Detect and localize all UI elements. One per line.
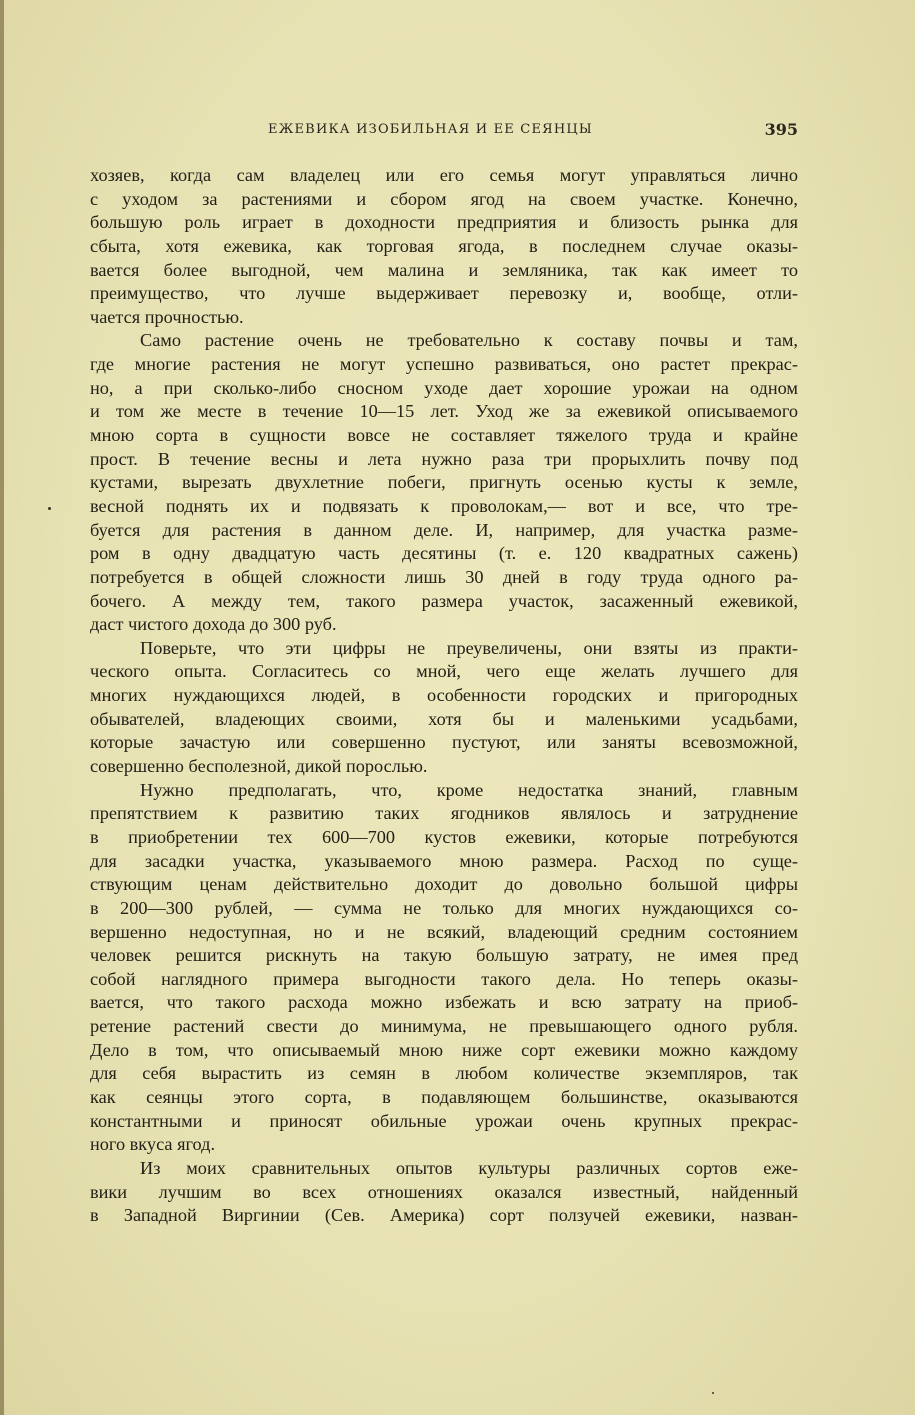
text-line: ретение растений свести до минимума, не превышающего одного рубля. — [90, 1016, 798, 1037]
text-line: преимущество, что лучше выдерживает перевозку и, вообще, отли- — [90, 283, 798, 304]
print-speck — [48, 507, 51, 510]
text-line: Само растение очень не требовательно к составу почвы и там, — [140, 330, 798, 351]
text-line: вается, что такого расхода можно избежать и всю затрату на приоб- — [90, 992, 798, 1013]
text-line: хозяев, когда сам владелец или его семья могут управляться лично — [90, 165, 798, 185]
text-line: где многие растения не могут успешно развиваться, оно растет прекрас- — [90, 354, 798, 375]
text-line: обывателей, владеющих своими, хотя бы и маленькими усадьбами, — [90, 708, 798, 729]
page-number: 395 — [764, 120, 798, 139]
text-line: потребуется в общей сложности лишь 30 дней в году труда одного ра- — [90, 566, 798, 587]
text-line: чается прочностью. — [90, 306, 244, 327]
text-line: буется для растения в данном деле. И, например, для участка разме- — [90, 519, 798, 540]
text-line: которые зачастую или совершенно пустуют, или заняты всевозможной, — [90, 732, 798, 753]
text-line: бочего. А между тем, такого размера участок, засаженный ежевикой, — [90, 590, 798, 611]
text-line: ного вкуса ягод. — [90, 1134, 216, 1155]
text-line: как сеянцы этого сорта, в подавляющем большинстве, оказываются — [90, 1086, 798, 1107]
text-line: вики лучшим во всех отношениях оказался известный, найденный — [90, 1181, 798, 1202]
text-line: Дело в том, что описываемый мною ниже сорт ежевики можно каждому — [90, 1039, 798, 1060]
text-line: собой наглядного примера выгодности такого дела. Но теперь оказы- — [90, 968, 798, 989]
text-line: ром в одну двадцатую часть десятины (т. е. 120 квадратных сажень) — [90, 543, 798, 564]
text-line: для себя вырастить из семян в любом количестве экземпляров, так — [90, 1063, 798, 1084]
text-line: большую роль играет в доходности предприятия и близость рынка для — [90, 212, 798, 233]
running-title: ЕЖЕВИКА ИЗОБИЛЬНАЯ И ЕЕ СЕЯНЦЫ — [268, 122, 593, 137]
text-line: но, а при сколько-либо сносном уходе дает хорошие урожаи на одном — [90, 377, 798, 398]
text-line: Из моих сравнительных опытов культуры различных сортов еже- — [140, 1157, 798, 1178]
text-line: прост. В течение весны и лета нужно раза три прорыхлить почву под — [90, 448, 798, 469]
text-line: человек решится рискнуть на такую большую затрату, не имея пред — [90, 945, 798, 966]
text-line: вается более выгодной, чем малина и земляника, так как имеет то — [90, 259, 798, 280]
text-line: в Западной Виргинии (Сев. Америка) сорт ползучей ежевики, назван- — [90, 1205, 798, 1226]
text-line: мною сорта в сущности вовсе не составляет тяжелого труда и крайне — [90, 425, 798, 446]
text-line: константными и приносят обильные урожаи очень крупных прекрас- — [90, 1110, 798, 1131]
text-line: совершенно бесполезной, дикой порослью. — [90, 756, 428, 777]
body-text — [90, 164, 798, 1228]
text-line: весной поднять их и подвязать к проволокам,— вот и все, что тре- — [90, 495, 798, 516]
text-line: многих нуждающихся людей, в особенности городских и пригородных — [90, 685, 798, 706]
text-line: ческого опыта. Согласитесь со мной, чего еще желать лучшего для — [90, 661, 798, 682]
page-header — [90, 120, 798, 142]
text-line: с уходом за растениями и сбором ягод на своем участке. Конечно, — [90, 188, 798, 209]
text-line: Поверьте, что эти цифры не преувеличены, они взяты из практи- — [140, 637, 798, 658]
text-line: даст чистого дохода до 300 руб. — [90, 614, 337, 635]
text-line: в 200—300 рублей, — сумма не только для многих нуждающихся со- — [90, 897, 798, 918]
text-line: для засадки участка, указываемого мною размера. Расход по суще- — [90, 850, 798, 871]
text-line: вершенно недоступная, но и не всякий, владеющий средним состоянием — [90, 921, 798, 942]
page-binding-edge — [0, 0, 4, 1415]
text-line: препятствием к развитию таких ягодников являлось и затруднение — [90, 803, 798, 824]
text-line: и том же месте в течение 10—15 лет. Уход же за ежевикой описываемого — [90, 401, 798, 422]
text-line: ствующим ценам действительно доходит до довольно большой цифры — [90, 874, 798, 895]
text-line: Нужно предполагать, что, кроме недостатка знаний, главным — [140, 779, 798, 800]
text-line: в приобретении тех 600—700 кустов ежевики, которые потребуются — [90, 826, 798, 847]
text-line: кустами, вырезать двухлетние побеги, пригнуть осенью кусты к земле, — [90, 472, 798, 493]
print-speck — [712, 1392, 714, 1394]
text-line: сбыта, хотя ежевика, как торговая ягода, в последнем случае оказы- — [90, 235, 798, 256]
